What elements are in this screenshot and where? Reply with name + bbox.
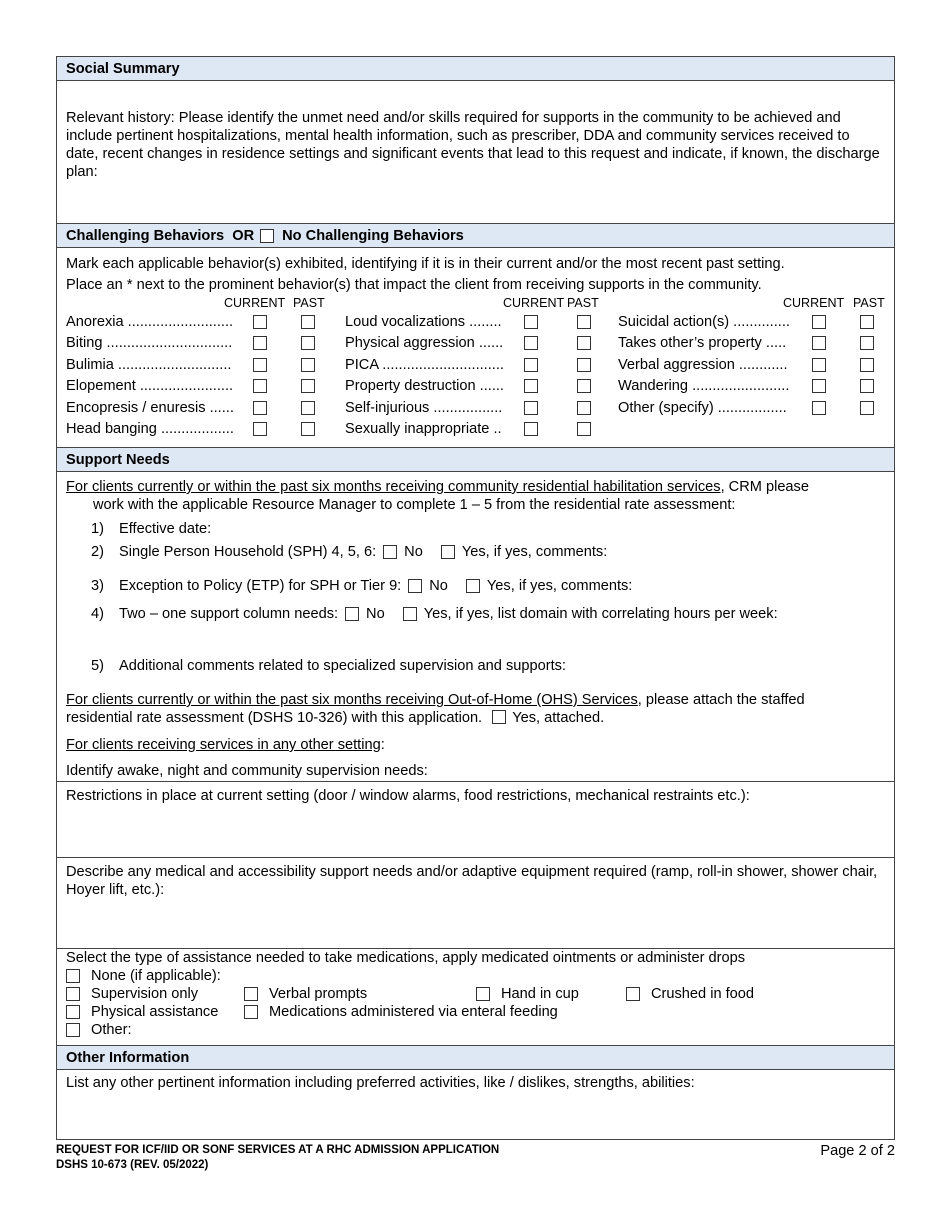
behavior-label: Loud vocalizations ........ — [345, 314, 502, 330]
behavior-row-other-specify — [618, 398, 888, 419]
crm-intro-underlined: For clients currently or within the past six months receiving community residential habilitation services — [66, 479, 721, 495]
item-number: 2) — [91, 544, 104, 560]
med-verbal-option[interactable] — [244, 986, 476, 1002]
challenging-behaviors-header — [57, 224, 894, 248]
behavior-row-loud-vocalizations — [345, 312, 605, 333]
col1-past-header: PAST — [293, 296, 325, 310]
other-information-prompt: List any other pertinent information including preferred activities, like / dislikes, strengths, abilities: — [66, 1075, 695, 1091]
wandering-current-checkbox[interactable] — [812, 379, 826, 393]
verbal-aggression-current-checkbox[interactable] — [812, 358, 826, 372]
behavior-row-biting — [66, 333, 326, 354]
wandering-past-checkbox[interactable] — [860, 379, 874, 393]
sexually-inappropriate-current-checkbox[interactable] — [524, 422, 538, 436]
med-none-label: None (if applicable): — [91, 968, 221, 984]
support-item-2 — [66, 540, 885, 564]
support-item-3 — [66, 574, 885, 598]
behavior-row-bulimia — [66, 355, 326, 376]
restrictions-field[interactable] — [57, 782, 894, 858]
section-title: Challenging Behaviors OR — [66, 227, 255, 244]
section-title: Support Needs — [66, 451, 170, 468]
two-one-no-checkbox[interactable] — [345, 607, 359, 621]
col3-current-header: CURRENT — [783, 296, 845, 310]
col2-current-header: CURRENT — [503, 296, 565, 310]
med-crushed-checkbox[interactable] — [626, 987, 640, 1001]
sph-no-label: No — [404, 544, 423, 560]
relevant-history-prompt: Relevant history: Please identify the unmet need and/or skills required for supports in the community to be achieved and include pertinent hospitalizations, mental health information, such as prescriber, DDA and community services received to date, recent changes in residence settings and significant events that lead to this request and indicate, if known, the discharge plan: — [66, 110, 880, 180]
restrictions-prompt: Restrictions in place at current setting (door / window alarms, food restrictions, mechanical restraints etc.): — [66, 788, 750, 804]
med-verbal-label: Verbal prompts — [269, 986, 368, 1002]
behaviors-grid — [66, 295, 885, 447]
behavior-row-head-banging — [66, 419, 326, 440]
self-injurious-current-checkbox[interactable] — [524, 401, 538, 415]
med-enteral-checkbox[interactable] — [244, 1005, 258, 1019]
verbal-aggression-past-checkbox[interactable] — [860, 358, 874, 372]
medical-needs-prompt: Describe any medical and accessibility support needs and/or adaptive equipment required (ramp, roll-in shower, shower chair, Hoyer lift, etc.): — [66, 864, 878, 898]
med-physical-checkbox[interactable] — [66, 1005, 80, 1019]
behavior-label: Biting ............................... — [66, 335, 233, 351]
other-information-field[interactable] — [57, 1070, 894, 1139]
etp-no-label: No — [429, 578, 448, 594]
property-destruction-past-checkbox[interactable] — [577, 379, 591, 393]
med-supervision-checkbox[interactable] — [66, 987, 80, 1001]
biting-current-checkbox[interactable] — [253, 336, 267, 350]
col1-current-header: CURRENT — [224, 296, 286, 310]
etp-yes-label: Yes, if yes, comments: — [486, 578, 633, 594]
page-number: Page 2 of 2 — [820, 1143, 895, 1159]
support-needs-header — [57, 448, 894, 472]
behavior-row-property-destruction — [345, 376, 605, 397]
behavior-row-self-injurious — [345, 398, 605, 419]
item-number: 1) — [91, 521, 104, 537]
behavior-row-pica — [345, 355, 605, 376]
med-hand-cup-checkbox[interactable] — [476, 987, 490, 1001]
med-enteral-option[interactable] — [244, 1004, 558, 1020]
item-number: 4) — [91, 606, 104, 622]
medication-row-3 — [66, 1003, 885, 1021]
additional-comments-label: Additional comments related to specialized supervision and supports: — [119, 658, 566, 674]
bulimia-current-checkbox[interactable] — [253, 358, 267, 372]
other-information-header — [57, 1046, 894, 1070]
ohs-attached-checkbox[interactable] — [492, 710, 506, 724]
med-supervision-option[interactable] — [66, 986, 244, 1002]
pica-past-checkbox[interactable] — [577, 358, 591, 372]
med-physical-option[interactable] — [66, 1004, 244, 1020]
no-challenging-behaviors-label: No Challenging Behaviors — [282, 227, 464, 244]
item-number: 3) — [91, 578, 104, 594]
bulimia-past-checkbox[interactable] — [301, 358, 315, 372]
head-banging-current-checkbox[interactable] — [253, 422, 267, 436]
supervision-needs-label: Identify awake, night and community supervision needs: — [66, 763, 428, 779]
etp-label: Exception to Policy (ETP) for SPH or Tier 9: — [119, 578, 402, 594]
behavior-row-wandering — [618, 376, 888, 397]
behavior-label: Verbal aggression ............ — [618, 357, 788, 373]
behavior-label: Self-injurious ................. — [345, 400, 503, 416]
medication-prompt: Select the type of assistance needed to take medications, apply medicated ointments or administer drops — [66, 950, 745, 966]
section-title: Social Summary — [66, 60, 180, 77]
section-title: Other Information — [66, 1049, 190, 1066]
medication-row-1 — [66, 967, 885, 985]
behavior-row-physical-aggression — [345, 333, 605, 354]
etp-yes-checkbox[interactable] — [466, 579, 480, 593]
med-hand-cup-option[interactable] — [476, 986, 626, 1002]
col3-past-header: PAST — [853, 296, 885, 310]
two-one-no-label: No — [366, 606, 385, 622]
encopresis-past-checkbox[interactable] — [301, 401, 315, 415]
col2-past-header: PAST — [567, 296, 599, 310]
loud-vocalizations-current-checkbox[interactable] — [524, 315, 538, 329]
ohs-attached-label: Yes, attached. — [512, 710, 605, 726]
behavior-label: Wandering ........................ — [618, 378, 790, 394]
med-verbal-checkbox[interactable] — [244, 987, 258, 1001]
med-crushed-option[interactable] — [626, 986, 754, 1002]
physical-aggression-current-checkbox[interactable] — [524, 336, 538, 350]
med-hand-cup-label: Hand in cup — [501, 986, 579, 1002]
self-injurious-past-checkbox[interactable] — [577, 401, 591, 415]
ohs-intro-underlined: For clients currently or within the past six months receiving Out-of-Home (OHS) Services — [66, 692, 638, 708]
behavior-row-elopement — [66, 376, 326, 397]
elopement-current-checkbox[interactable] — [253, 379, 267, 393]
other-setting-underlined: For clients receiving services in any other setting — [66, 737, 381, 753]
two-one-yes-checkbox[interactable] — [403, 607, 417, 621]
suicidal-actions-current-checkbox[interactable] — [812, 315, 826, 329]
form-number: DSHS 10-673 (REV. 05/2022) — [56, 1159, 209, 1171]
form-title: REQUEST FOR ICF/IID OR SONF SERVICES AT A RHC ADMISSION APPLICATION — [56, 1144, 500, 1156]
two-one-yes-label: Yes, if yes, list domain with correlating hours per week: — [423, 606, 778, 622]
support-item-5 — [66, 654, 885, 678]
other-setting-intro — [66, 736, 885, 754]
etp-no-checkbox[interactable] — [408, 579, 422, 593]
encopresis-current-checkbox[interactable] — [253, 401, 267, 415]
medication-row-2 — [66, 985, 885, 1003]
property-destruction-current-checkbox[interactable] — [524, 379, 538, 393]
medical-needs-field[interactable] — [57, 858, 894, 949]
colon: : — [380, 737, 385, 753]
physical-aggression-past-checkbox[interactable] — [577, 336, 591, 350]
takes-others-property-current-checkbox[interactable] — [812, 336, 826, 350]
crm-intro-rest: , CRM please — [720, 479, 809, 495]
page-footer — [56, 1143, 895, 1173]
behavior-row-suicidal-actions — [618, 312, 888, 333]
ohs-intro — [66, 691, 885, 709]
admission-form-page — [56, 56, 895, 1140]
crm-intro-line2: work with the applicable Resource Manager to complete 1 – 5 from the residential rate assessment: — [93, 497, 736, 513]
sph-label: Single Person Household (SPH) 4, 5, 6: — [119, 544, 377, 560]
med-crushed-label: Crushed in food — [651, 986, 755, 1002]
behavior-label: Other (specify) ................. — [618, 400, 787, 416]
behavior-label: Anorexia .......................... — [66, 314, 234, 330]
no-challenging-behaviors-checkbox[interactable] — [260, 229, 274, 243]
anorexia-current-checkbox[interactable] — [253, 315, 267, 329]
crm-intro — [66, 478, 885, 496]
medication-assistance-panel — [57, 949, 894, 1046]
med-supervision-label: Supervision only — [91, 986, 199, 1002]
behavior-label: Property destruction ...... — [345, 378, 504, 394]
behavior-row-takes-others-property — [618, 333, 888, 354]
behavior-row-anorexia — [66, 312, 326, 333]
behavior-row-verbal-aggression — [618, 355, 888, 376]
behavior-label: PICA .............................. — [345, 357, 504, 373]
behavior-row-sexually-inappropriate — [345, 419, 605, 440]
pica-current-checkbox[interactable] — [524, 358, 538, 372]
behavior-label: Physical aggression ...... — [345, 335, 504, 351]
med-physical-label: Physical assistance — [91, 1004, 219, 1020]
medication-row-4 — [66, 1021, 885, 1039]
behavior-label: Encopresis / enuresis ...... — [66, 400, 234, 416]
behaviors-panel — [57, 248, 894, 448]
sph-no-checkbox[interactable] — [383, 545, 397, 559]
behavior-label: Elopement ....................... — [66, 378, 234, 394]
support-needs-panel — [57, 472, 894, 782]
elopement-past-checkbox[interactable] — [301, 379, 315, 393]
behavior-label: Takes other’s property ..... — [618, 335, 787, 351]
behavior-label: Bulimia ............................ — [66, 357, 232, 373]
sph-yes-checkbox[interactable] — [441, 545, 455, 559]
head-banging-past-checkbox[interactable] — [301, 422, 315, 436]
takes-others-property-past-checkbox[interactable] — [860, 336, 874, 350]
behavior-label: Suicidal action(s) .............. — [618, 314, 790, 330]
med-other-option[interactable] — [66, 1022, 132, 1038]
med-other-label: Other: — [91, 1022, 132, 1038]
other-specify-current-checkbox[interactable] — [812, 401, 826, 415]
med-none-option[interactable] — [66, 968, 221, 984]
anorexia-past-checkbox[interactable] — [301, 315, 315, 329]
sph-yes-label: Yes, if yes, comments: — [461, 544, 608, 560]
social-summary-header — [57, 57, 894, 81]
other-specify-past-checkbox[interactable] — [860, 401, 874, 415]
behavior-row-encopresis — [66, 398, 326, 419]
behavior-label: Head banging .................. — [66, 421, 234, 437]
support-item-4 — [66, 602, 885, 626]
ohs-intro-rest: , please attach the staffed — [637, 692, 805, 708]
behaviors-instruction-1: Mark each applicable behavior(s) exhibited, identifying if it is in their current and/or the most recent past setting. — [66, 256, 785, 272]
ohs-line2 — [66, 709, 885, 727]
biting-past-checkbox[interactable] — [301, 336, 315, 350]
med-none-checkbox[interactable] — [66, 969, 80, 983]
loud-vocalizations-past-checkbox[interactable] — [577, 315, 591, 329]
relevant-history-field[interactable] — [57, 81, 894, 224]
two-one-support-label: Two – one support column needs: — [119, 606, 339, 622]
behaviors-instruction-2: Place an * next to the prominent behavior(s) that impact the client from receiving supports in the community. — [66, 277, 762, 293]
effective-date-label: Effective date: — [119, 521, 212, 537]
behavior-label: Sexually inappropriate .. — [345, 421, 502, 437]
item-number: 5) — [91, 658, 104, 674]
support-item-1 — [66, 518, 885, 540]
med-other-checkbox[interactable] — [66, 1023, 80, 1037]
suicidal-actions-past-checkbox[interactable] — [860, 315, 874, 329]
ohs-line2-text: residential rate assessment (DSHS 10-326) with this application. — [66, 710, 483, 726]
sexually-inappropriate-past-checkbox[interactable] — [577, 422, 591, 436]
med-enteral-label: Medications administered via enteral feeding — [269, 1004, 558, 1020]
